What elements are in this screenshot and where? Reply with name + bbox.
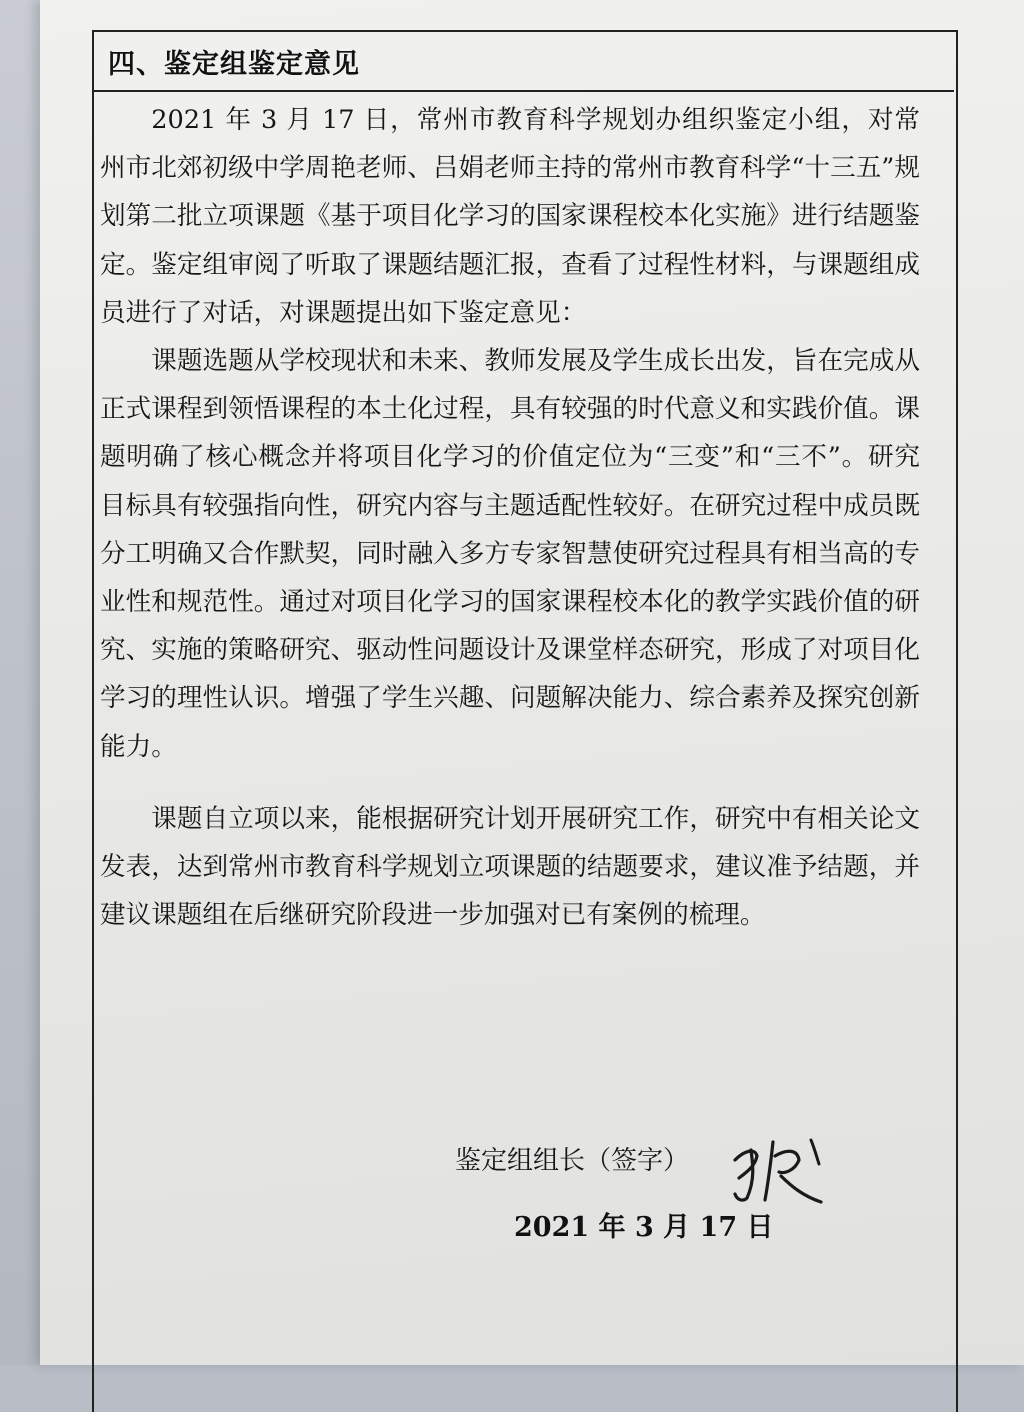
signature-label: 鉴定组组长（签字） [455, 1146, 690, 1176]
paragraph-assessment: 课题选题从学校现状和未来、教师发展及学生成长出发，旨在完成从正式课程到领悟课程的本土化过程，具有较强的时代意义和实践价值。课题明确了核心概念并将项目化学习的价值定位为“三变”和“三不”。研究目标具有较强指向性，研究内容与主题适配性较好。在研究过程中成员既分工明确又合作默契，同时融入多方专家智慧使研究过程具有相当高的专业性和规范性。通过对项目化学习的国家课程校本化的教学实践价值的研究、实施的策略研究、驱动性问题设计及课堂样态研究，形成了对项目化学习的理性认识。增强了学生兴趣、问题解决能力、综合素养及探究创新能力。 [100, 346, 920, 762]
paragraph-conclusion: 课题自立项以来，能根据研究计划开展研究工作，研究中有相关论文发表，达到常州市教育科学规划立项课题的结题要求，建议准予结题，并建议课题组在后继研究阶段进一步加强对已有案例的梳理。 [100, 803, 920, 931]
section-heading: 四、鉴定组鉴定意见 [108, 49, 360, 80]
handwritten-signature [725, 1120, 845, 1210]
signature-date: 2021 年 3 月 17 日 [514, 1212, 774, 1243]
opinion-body [100, 96, 920, 939]
paragraph-intro: 2021 年 3 月 17 日，常州市教育科学规划办组织鉴定小组，对常州市北郊初级中学周艳老师、吕娟老师主持的常州市教育科学“十三五”规划第二批立项课题《基于项目化学习的国家课程校本化实施》进行结题鉴定。鉴定组审阅了听取了课题结题汇报，查看了过程性材料，与课题组成员进行了对话，对课题提出如下鉴定意见： [100, 105, 920, 328]
section-heading-box [92, 30, 954, 92]
signature-line [455, 1140, 689, 1177]
